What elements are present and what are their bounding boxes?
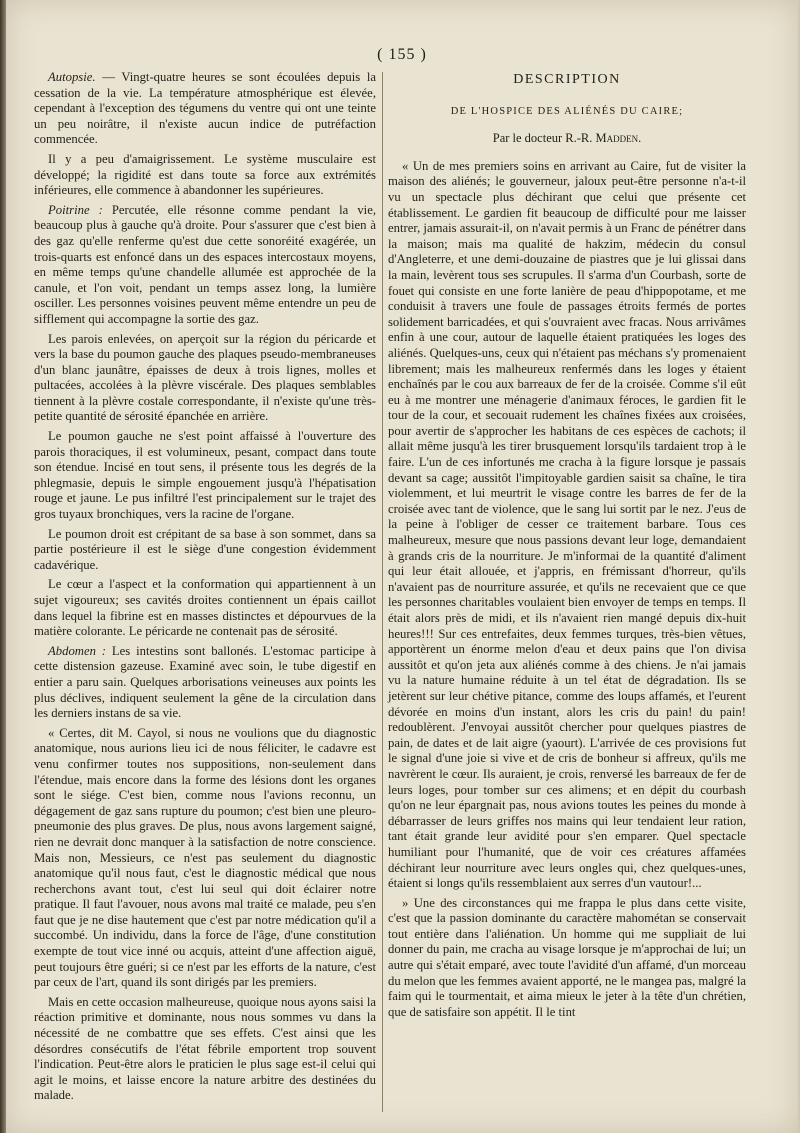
paragraph-text: — Vingt-quatre heures se sont écoulées depuis la cessation de la vie. La température atmosphérique est élevée, cependant à l'exception des tégumens du ventre qui ont une teinte un peu noirâtre, il n'existe aucun indice de putréfaction commencée. — [34, 70, 376, 147]
section-label-poitrine: Poitrine : — [48, 202, 103, 217]
author-name: R.-R. Madden. — [565, 131, 642, 146]
paragraph-visite: « Un de mes premiers soins en arrivant au Caire, fut de visiter la maison des aliénés; le gouverneur, jaloux peut-être personne n'a-t-il vu un spectacle plus déchirant que celui que présente cet établissement. Le gardien fit beaucoup de difficulté pour me laisser entrer, jamais assurait-il, on n'avait permis à un Franc de pénétrer dans la maison; mais ma qualité de hakzim, médecin du consul d'Angleterre, et une demi-douzaine de piastres que je lui glissai dans la main, levèrent tous ses scrupules. Il s'arma d'un Courbash, sorte de fouet qui consiste en une forte lanière de peau d'hippopotame, et me conduisit à travers une foule de passages étroits fermés de portes solidement barricadées, et qui s'ouvraient avec fracas. Nous arrivâmes enfin à une cour, autour de laquelle étaient pratiquées les loges des aliénés. Quelques-uns, ceux qui n'étaient pas méchans s'y promenaient librement; mais les malheureux renfermés dans les loges y étaient enchaînés par le cou aux barreaux de fer de la croisée. Comme s'il eût eu à me montrer une ménagerie d'animaux féroces, le gardien fit le tour de la cour, et secouait rudement les chaînes fixées aux croisées, pour avertir de s'approcher les habitans de ces espèces de cachots; il allait même jusqu'à les tirer brusquement lorsqu'ils tardaient trop à le faire. L'un de ces infortunés me cracha à la figure lorsque je passais devant sa cage; aussitôt l'impitoyable gardien saisit sa chaîne, le tira violemment, et lui meurtrit le visage contre les barres de fer de la croisée avec tant de violence, que le sang lui sortit par le nez. J'eus de la peine à l'obliger de cesser ce traitement barbare. Tous ces malheureux, mesure que nous passions devant leur loge, demandaient à grands cris de la nourriture. Je m'informai de la quantité d'aliment qui leur était allouée, et j'appris, en frémissant d'horreur, qu'ils n'avaient pas de nourriture assurée, et qu'ils ne recevaient que ce que les personnes charitables voulaient bien envoyer de temps en temps. Il était alors près de midi, et ils n'avaient rien mangé depuis dix-huit heures!!! Sur ces entrefaites, deux femmes turques, très-bien vêtues, apportèrent un énorme melon d'eau et deux pains que l'on divisa aussitôt et qu'on jeta aux aliénés comme à des chiens. Je n'ai jamais vu la nature humaine réduite à un tel état de dégradation. Ils se jetèrent sur leur chétive pitance, comme des loups affamés, et l'eurent dévorée en moins d'un instant, alors les cris du pain! du pain! redoublèrent. J'envoyai aussitôt chercher pour quelques piastres de pain, de dates et de lait aigre (yaourt). L'arrivée de ces provisions fut le signal d'une joie si vive et de cris de bonheur si affreux, qu'ils me navrèrent le cœur. Ils auraient, je crois, renversé les barreaux de fer de leurs loges, pour tomber sur ces alimens; et en dépit du courbash qu'on ne leur épargnait pas, nous avions toutes les peines du monde à débarrasser de leurs griffes nos mains qui leur tendaient leur ration, tant était grande leur avidité pour s'en emparer. Quel spectacle humiliant pour l'humanité, que de voir ces créatures affamées déchirant leur nourriture avec leurs ongles qui, chez quelques-unes, étaient si longs qu'ils ressemblaient aux serres d'un vautour!... — [388, 158, 746, 891]
paragraph-occasion: Mais en cette occasion malheureuse, quoique nous ayons saisi la réaction primitive et dominante, nous nous sommes vu dans la nécessité de ne combattre que ses effets. C'est ainsi que les désordres consécutifs de l'état fébrile emportent trop souvent l'indication. Peut-être alors le praticien le plus sage est-il celui qui agit le moins, et laisse encore la nature arbitre des destinées du malade. — [34, 994, 376, 1103]
article-subtitle: DE L'HOSPICE DES ALIÉNÉS DU CAIRE; — [450, 105, 684, 117]
column-divider — [382, 72, 383, 1112]
section-label-autopsie: Autopsie. — [48, 70, 96, 84]
book-page — [6, 0, 798, 1133]
page-number: ( 155 ) — [377, 46, 427, 63]
article-title: DESCRIPTION — [513, 72, 621, 87]
right-column — [388, 70, 746, 1024]
paragraph-poumon-gauche: Le poumon gauche ne s'est point affaissé à l'ouverture des parois thoraciques, il est volumineux, pesant, compact dans toute son étendue. Incisé en tout sens, il présente tous les degrés de la phlegmasie, depuis le simple engouement jusqu'à l'hépatisation rouge et jaune. Le pus infiltré l'est principalement sur le trajet des gros tuyaux bronchiques, vers la racine de l'organe. — [34, 429, 376, 522]
paragraph-autopsie — [34, 70, 376, 148]
left-column — [34, 70, 376, 1108]
paragraph-coeur: Le cœur a l'aspect et la conformation qui appartiennent à un sujet vigoureux; ses cavités droites contiennent un épais caillot dans lequel la fibrine est en masses distinctes et dépourvues de la matière colorante. Le péricarde ne contenait pas de sérosité. — [34, 577, 376, 639]
article-author — [388, 131, 746, 147]
paragraph-amaigrissement: Il y a peu d'amaigrissement. Le système musculaire est développé; la rigidité est dans toute sa force aux extrémités inférieures, elle commence à abandonner les supérieures. — [34, 151, 376, 198]
section-label-abdomen: Abdomen : — [48, 643, 107, 658]
paragraph-poumon-droit: Le poumon droit est crépitant de sa base à son sommet, dans sa partie postérieure il est le siège d'une congestion évidemment cadavérique. — [34, 526, 376, 572]
paragraph-text: Les intestins sont ballonés. L'estomac participe à cette distension gazeuse. Examiné avec soin, le tube digestif en entier a paru sain. Quelques arborisations veineuses aux points les plus déclives, indiquent seulement la gêne de la circulation dans les derniers instans de sa vie. — [34, 643, 376, 721]
paragraph-text: Percutée, elle résonne comme pendant la vie, beaucoup plus à gauche qu'à droite. Pour s'assurer que c'est bien à des gaz qu'elle renferme qu'est due cette sonoréité exagérée, un trois-quarts est enfoncé dans un des espaces intercostaux moyens, en même temps qu'une chandelle allumée est approchée de la canule, et l'on voit, pendant un temps assez long, la lumière osciller. Les personnes voisines peuvent même entendre un peu de sifflement qui accompagne la sortie des gaz. — [34, 202, 376, 326]
paragraph-poitrine — [34, 203, 376, 328]
paragraph-cayol: « Certes, dit M. Cayol, si nous ne voulions que du diagnostic anatomique, nous aurions lieu ici de nous féliciter, le cadavre est venu confirmer toutes nos suppositions, non-seulement dans l'étendue, mais encore dans la forme des lésions dont les organes sont le siége. C'est bien, comme nous l'avions reconnu, un dégagement de gaz sans rupture du poumon; c'est bien une pleuro-pneumonie des plus graves. De plus, nous avons largement saigné, rien ne devrait donc manquer à la satisfaction de notre conscience. Mais non, Messieurs, ce n'est pas seulement du diagnostic anatomique qu'il nous faut, c'est le diagnostic médical que nous recherchons avant tout, c'est lui seul qui doit éclairer notre pratique. Il faut l'avouer, nous avons mal traité ce malade, peu s'en faut que je ne dise hautement que c'est par notre médication qu'il a succombé. Un individu, dans la force de l'âge, d'une constitution exempte de tout vice inné ou acquis, atteint d'une affection aiguë, peut toujours être guéri; si ce n'est par les efforts de la nature, c'est par ceux de l'art, quand ils sont dirigés par les premiers. — [34, 725, 376, 990]
paragraph-circonstances: » Une des circonstances qui me frappa le plus dans cette visite, c'est que la passion dominante du caractère mahométan se conservait tout entière dans l'aliénation. Un homme qui me suppliait de lui donner du pain, me cracha au visage lorsque je m'approchai de lui; un autre qui s'était emparé, avec toute l'avidité d'un affamé, d'un morceau du melon que les femmes avaient apporté, ne le mangea pas, malgré la faim qui le tourmentait, et aima mieux le jeter à la tête d'un chrétien, que de satisfaire son appétit. Il le tint — [388, 895, 746, 1019]
author-prefix: Par le docteur — [492, 131, 566, 146]
paragraph-parois: Les parois enlevées, on aperçoit sur la région du péricarde et vers la base du poumon gauche des plaques pseudo-membraneuses d'un blanc jaunâtre, épaisses de deux à trois lignes, molles et pultacées, accolées à la plèvre viscérale. Des plaques semblables tiennent à la plèvre costale correspondante, il n'existe qu'une très-petite quantité de sérosité épanchée en arrière. — [34, 331, 376, 424]
paragraph-abdomen — [34, 644, 376, 722]
